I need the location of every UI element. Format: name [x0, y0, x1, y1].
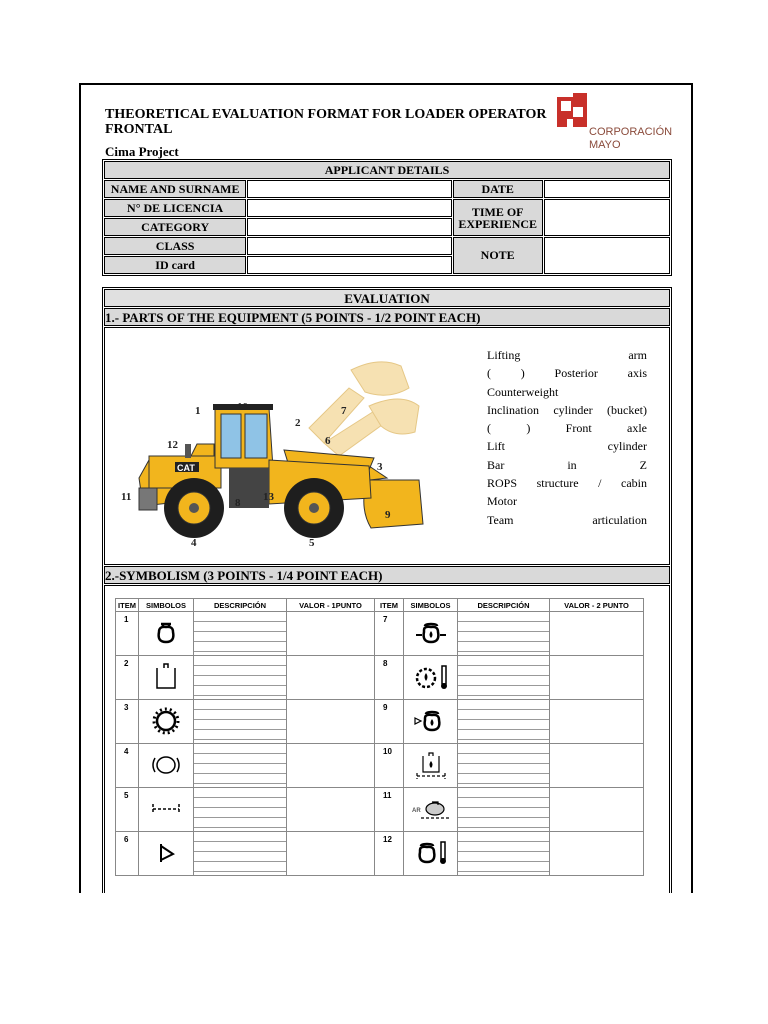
item-number: 2 [116, 656, 139, 700]
category-field[interactable] [247, 218, 451, 236]
parts-section-heading: 1.- PARTS OF THE EQUIPMENT (5 POINTS - 1/2 POINT EACH) [104, 308, 670, 326]
diagram-label-1: 1 [195, 405, 201, 417]
description-field[interactable] [458, 612, 550, 656]
value-field[interactable] [550, 788, 644, 832]
symbolism-section-heading: 2.-SYMBOLISM (3 POINTS - 1/4 POINT EACH) [104, 566, 670, 584]
col-description: DESCRIPCIÓN [458, 599, 550, 612]
part-item: Lifting arm [487, 348, 647, 362]
coolant-temperature-icon [404, 832, 458, 876]
diagram-label-6: 6 [325, 435, 331, 447]
name-field[interactable] [247, 180, 451, 198]
value-field[interactable] [550, 612, 644, 656]
fluid-tank-level-icon [139, 656, 194, 700]
diagram-label-12: 12 [167, 439, 178, 451]
item-number: 3 [116, 700, 139, 744]
note-field[interactable] [544, 237, 670, 274]
col-symbols: SIMBOLOS [139, 599, 194, 612]
col-symbols: SIMBOLOS [404, 599, 458, 612]
gear-icon [139, 700, 194, 744]
diagram-label-4: 4 [191, 537, 197, 548]
class-label: CLASS [104, 237, 246, 255]
symbolism-box [104, 585, 670, 893]
document-title: THEORETICAL EVALUATION FORMAT FOR LOADER OPERATOR FRONTAL [105, 107, 547, 137]
description-field[interactable] [458, 656, 550, 700]
item-number: 6 [116, 832, 139, 876]
category-label: CATEGORY [104, 218, 246, 236]
id-card-label: ID card [104, 256, 246, 274]
evaluation-heading: EVALUATION [104, 289, 670, 307]
tank-fluid-level-icon [404, 744, 458, 788]
item-number: 12 [375, 832, 404, 876]
part-item: ROPS structure / cabin [487, 476, 647, 491]
item-number: 1 [116, 612, 139, 656]
evaluation-form-page [79, 83, 693, 893]
diagram-label-8: 8 [235, 497, 241, 509]
item-number: 10 [375, 744, 404, 788]
diagram-label-5: 5 [309, 537, 315, 548]
part-item: Counterweight [487, 384, 559, 399]
description-field[interactable] [194, 832, 287, 876]
diagram-label-11: 11 [121, 491, 132, 503]
symbol-row [116, 700, 644, 744]
diagram-label-7: 7 [341, 405, 347, 417]
diagram-label-10: 10 [237, 401, 248, 413]
value-field[interactable] [550, 656, 644, 700]
brake-icon [139, 744, 194, 788]
description-field[interactable] [458, 832, 550, 876]
value-field[interactable] [287, 656, 375, 700]
parts-of-equipment-box [104, 327, 670, 565]
triangle-flag-icon [139, 832, 194, 876]
value-field[interactable] [550, 832, 644, 876]
parts-list [487, 346, 647, 529]
col-value: VALOR - 1PUNTO [287, 599, 375, 612]
air-filter-icon [404, 788, 458, 832]
value-field[interactable] [287, 832, 375, 876]
licence-label: N° DE LICENCIA [104, 199, 246, 217]
diagram-label-13: 13 [263, 491, 274, 503]
note-label: NOTE [453, 237, 543, 274]
item-number: 7 [375, 612, 404, 656]
diagram-label-3: 3 [377, 461, 383, 473]
description-field[interactable] [194, 612, 287, 656]
applicant-details-heading: APPLICANT DETAILS [104, 161, 670, 179]
air-note: AR [411, 807, 421, 814]
symbol-row [116, 744, 644, 788]
symbol-row [116, 612, 644, 656]
description-field[interactable] [194, 744, 287, 788]
description-field[interactable] [458, 700, 550, 744]
oil-temperature-icon [404, 656, 458, 700]
logo-wordmark: CORPORACIÓN MAYO [589, 126, 673, 151]
diagram-label-2: 2 [295, 417, 301, 429]
part-item: Bar in Z [487, 457, 647, 472]
description-field[interactable] [194, 656, 287, 700]
diagram-label-9: 9 [385, 509, 391, 521]
part-item: Lift cylinder [487, 439, 647, 454]
symbols-table [115, 598, 644, 876]
value-field[interactable] [287, 788, 375, 832]
applicant-details-table [102, 159, 672, 276]
evaluation-section [102, 287, 672, 893]
col-item: ITEM [116, 599, 139, 612]
engine-oil-pressure-drop-icon [404, 612, 458, 656]
symbol-row [116, 788, 644, 832]
value-field[interactable] [550, 744, 644, 788]
value-field[interactable] [550, 700, 644, 744]
svg-text:CAT: CAT [177, 463, 195, 473]
wheel-loader-diagram [119, 348, 449, 548]
item-number: 4 [116, 744, 139, 788]
value-field[interactable] [287, 612, 375, 656]
item-number: 11 [375, 788, 404, 832]
experience-field[interactable] [544, 199, 670, 236]
part-item: Motor [487, 494, 517, 509]
experience-label: TIME OF EXPERIENCE [453, 199, 543, 236]
id-card-field[interactable] [247, 256, 451, 274]
date-label: DATE [453, 180, 543, 198]
item-number: 9 [375, 700, 404, 744]
engine-oil-pressure-icon [139, 612, 194, 656]
part-item: ( ) Front axle [487, 421, 647, 436]
part-item: Team articulation [487, 512, 647, 527]
col-description: DESCRIPCIÓN [194, 599, 287, 612]
oil-filter-icon [404, 700, 458, 744]
value-field[interactable] [287, 700, 375, 744]
part-item: Inclination cylinder (bucket) [487, 402, 647, 417]
col-item: ITEM [375, 599, 404, 612]
description-field[interactable] [194, 788, 287, 832]
description-field[interactable] [458, 788, 550, 832]
symbol-row [116, 832, 644, 876]
item-number: 5 [116, 788, 139, 832]
licence-field[interactable] [247, 199, 451, 217]
project-name: Cima Project [105, 144, 179, 159]
dashed-level-icon [139, 788, 194, 832]
description-field[interactable] [194, 700, 287, 744]
part-item: ( ) Posterior axis [487, 366, 647, 381]
col-value: VALOR - 2 PUNTO [550, 599, 644, 612]
class-field[interactable] [247, 237, 451, 255]
description-field[interactable] [458, 744, 550, 788]
value-field[interactable] [287, 744, 375, 788]
item-number: 8 [375, 656, 404, 700]
date-field[interactable] [544, 180, 670, 198]
symbol-row [116, 656, 644, 700]
name-label: NAME AND SURNAME [104, 180, 246, 198]
